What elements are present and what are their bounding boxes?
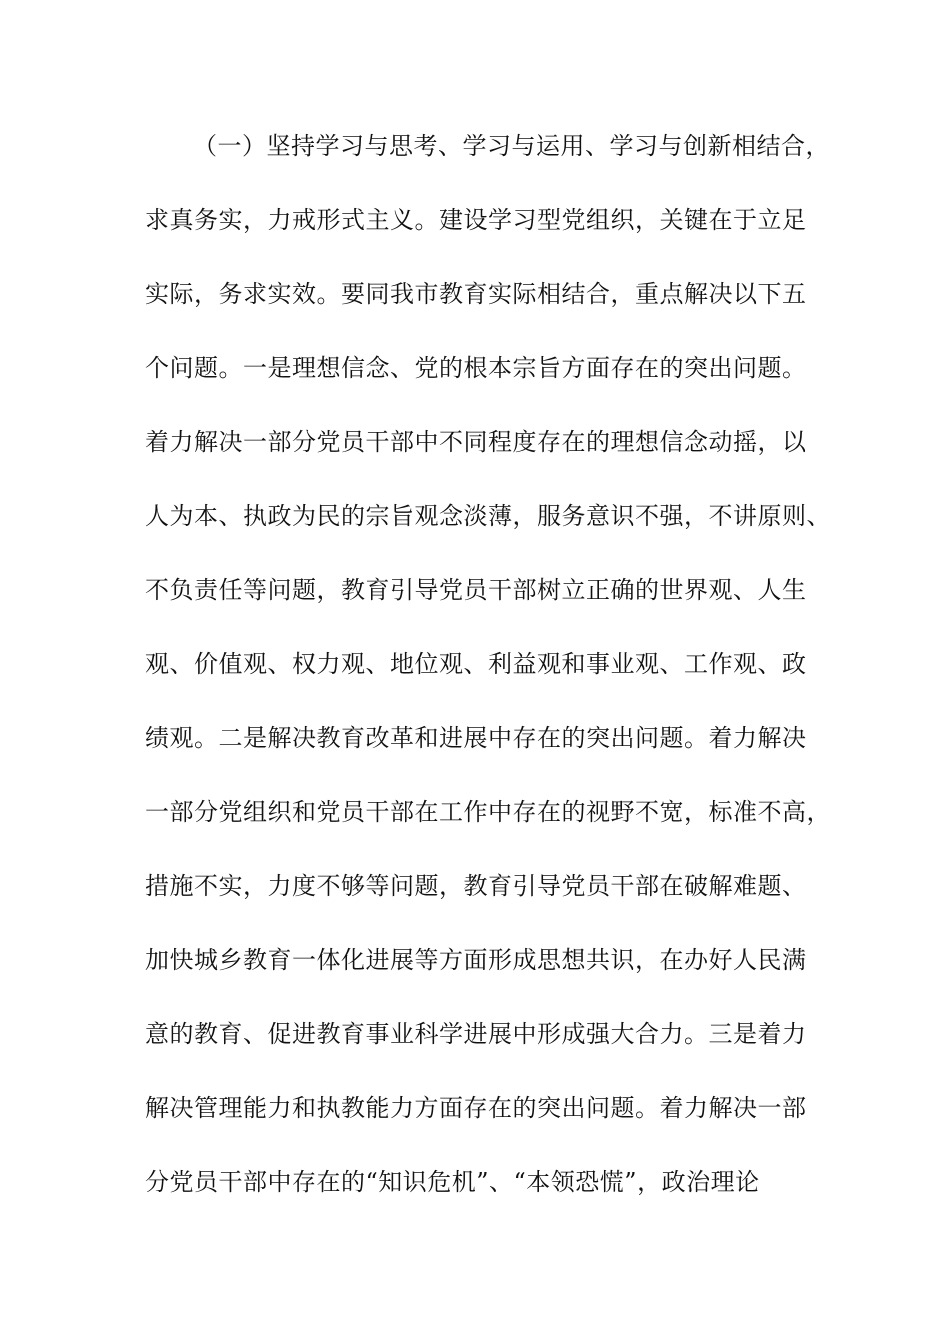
text-line: 着力解决一部分党员干部中不同程度存在的理想信念动摇，以	[145, 428, 807, 456]
text-line: （一）坚持学习与思考、学习与运用、学习与创新相结合，	[193, 132, 830, 160]
text-line: 绩观。二是解决教育改革和进展中存在的突出问题。着力解决	[145, 724, 807, 752]
text-line: 个问题。一是理想信念、党的根本宗旨方面存在的突出问题。	[145, 354, 807, 382]
text-line: 措施不实，力度不够等问题，教育引导党员干部在破解难题、	[145, 872, 807, 900]
text-line: 不负责任等问题，教育引导党员干部树立正确的世界观、人生	[145, 576, 807, 604]
text-line: 加快城乡教育一体化进展等方面形成思想共识，在办好人民满	[145, 946, 807, 974]
body-paragraph	[145, 128, 845, 1238]
text-line: 求真务实，力戒形式主义。建设学习型党组织，关键在于立足	[145, 206, 807, 234]
text-line: 解决管理能力和执教能力方面存在的突出问题。着力解决一部	[145, 1094, 807, 1122]
text-line: 人为本、执政为民的宗旨观念淡薄，服务意识不强，不讲原则、	[145, 502, 831, 530]
text-line: 分党员干部中存在的“知识危机”、“本领恐慌”，政治理论	[145, 1168, 760, 1196]
text-line: 意的教育、促进教育事业科学进展中形成强大合力。三是着力	[145, 1020, 807, 1048]
text-line: 观、价值观、权力观、地位观、利益观和事业观、工作观、政	[145, 650, 807, 678]
text-line: 一部分党组织和党员干部在工作中存在的视野不宽，标准不高，	[145, 798, 831, 826]
text-line: 实际，务求实效。要同我市教育实际相结合，重点解决以下五	[145, 280, 807, 308]
